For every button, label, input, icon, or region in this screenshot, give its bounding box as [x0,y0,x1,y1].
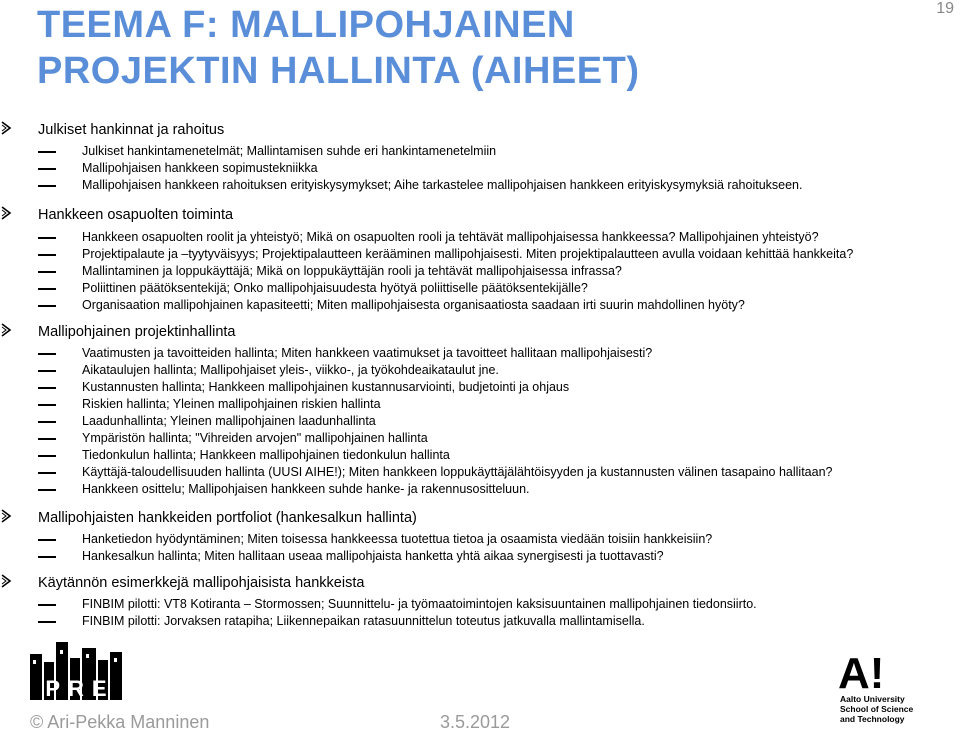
dash-icon [38,370,56,372]
aalto-university-name: Aalto University School of Science and Technology [840,694,914,724]
section-label: Mallipohjaisten hankkeiden portfoliot (hankesalkun hallinta) [38,510,417,526]
dash-icon [38,604,56,606]
dash-icon [38,305,56,307]
arrowhead-bullet-icon [0,323,12,343]
dash-icon [38,288,56,290]
dash-icon [38,404,56,406]
arrowhead-bullet-icon [0,574,12,594]
dash-icon [38,472,56,474]
footer-author: © Ari-Pekka Manninen [30,712,210,732]
dash-icon [38,254,56,256]
dash-icon [38,237,56,239]
dash-icon [38,387,56,389]
dash-icon [38,489,56,491]
arrowhead-bullet-icon [0,509,12,529]
arrowhead-bullet-icon [0,206,12,226]
dash-icon [38,168,56,170]
dash-icon [38,556,56,558]
slide-title [37,2,897,94]
pre-logo-text: PRE [45,676,115,700]
section-label: Julkiset hankinnat ja rahoitus [38,122,225,138]
aalto-mark: A! [838,649,885,692]
dash-icon [38,438,56,440]
dash-icon [38,421,56,423]
dash-icon [38,271,56,273]
dash-icon [38,621,56,623]
slide-title-line-1: TEEMA F: MALLIPOHJAINEN [37,4,575,46]
dash-icon [38,353,56,355]
aalto-logo [838,648,888,697]
slide-title-line-2: PROJEKTIN HALLINTA (AIHEET) [37,50,640,92]
dash-icon [38,185,56,187]
section-label: Mallipohjainen projektinhallinta [38,324,236,340]
dash-icon [38,539,56,541]
section-label: Käytännön esimerkkejä mallipohjaisista hankkeista [38,575,365,591]
dash-icon [38,151,56,153]
arrowhead-bullet-icon [0,121,12,141]
page-number: 19 [936,0,954,17]
section-label: Hankkeen osapuolten toiminta [38,207,234,223]
dash-icon [38,455,56,457]
footer-date: 3.5.2012 [440,712,511,732]
pre-logo [30,640,130,705]
